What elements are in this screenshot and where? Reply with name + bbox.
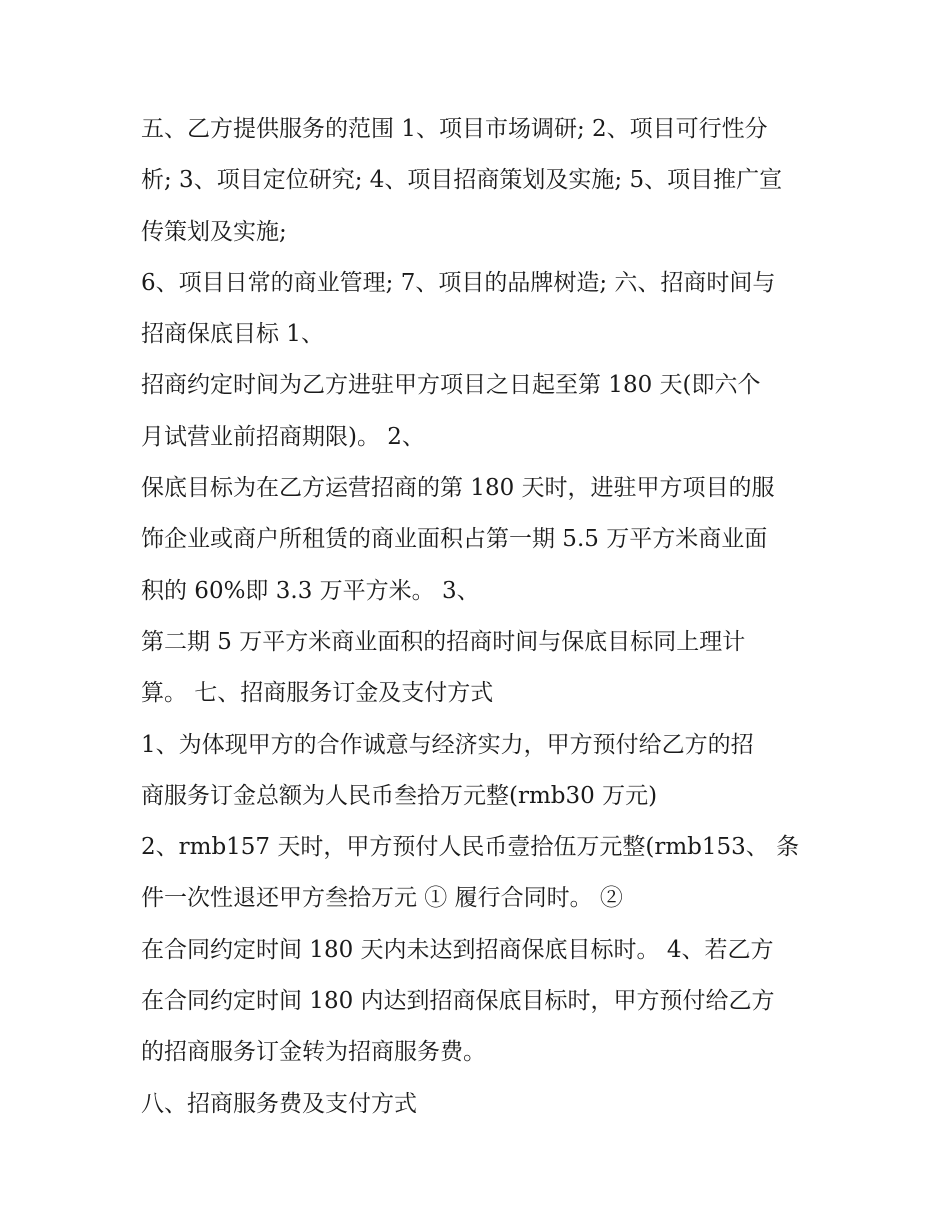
text-line: 五、乙方提供服务的范围 1、项目市场调研; 2、项目可行性分	[141, 116, 768, 142]
text-line: 在合同约定时间 180 天内未达到招商保底目标时。 4、若乙方	[141, 936, 774, 963]
text-line: 饰企业或商户所租赁的商业面积占第一期 5.5 万平方米商业面	[141, 526, 768, 553]
text-line: 商服务订金总额为人民币叁拾万元整(rmb30 万元)	[141, 782, 658, 809]
text-line: 算。 七、招商服务订金及支付方式	[141, 680, 494, 707]
text-line: 2、rmb157 天时，甲方预付人民币壹拾伍万元整(rmb153、 条	[141, 834, 800, 861]
text-line: 1、为体现甲方的合作诚意与经济实力，甲方预付给乙方的招	[141, 731, 754, 758]
text-line: 月试营业前招商期限)。 2、	[141, 423, 425, 450]
text-line: 招商约定时间为乙方进驻甲方项目之日起至第 180 天(即六个	[141, 372, 761, 399]
text-line: 保底目标为在乙方运营招商的第 180 天时，进驻甲方项目的服	[141, 475, 775, 502]
text-line: 积的 60%即 3.3 万平方米。 3、	[141, 577, 480, 604]
section-heading: 八、招商服务费及支付方式	[141, 1090, 417, 1117]
text-line: 的招商服务订金转为招商服务费。	[141, 1039, 486, 1066]
text-line: 传策划及实施;	[141, 218, 287, 245]
text-line: 第二期 5 万平方米商业面积的招商时间与保底目标同上理计	[141, 628, 746, 655]
text-line: 件一次性退还甲方叁拾万元 ① 履行合同时。 ②	[141, 885, 623, 912]
text-line: 招商保底目标 1、	[141, 321, 324, 348]
text-line: 6、项目日常的商业管理; 7、项目的品牌树造; 六、招商时间与	[141, 269, 776, 296]
text-line: 析; 3、项目定位研究; 4、项目招商策划及实施; 5、项目推广宣	[141, 167, 783, 194]
text-line: 在合同约定时间 180 内达到招商保底目标时，甲方预付给乙方	[141, 988, 775, 1015]
document-body	[141, 104, 821, 1130]
